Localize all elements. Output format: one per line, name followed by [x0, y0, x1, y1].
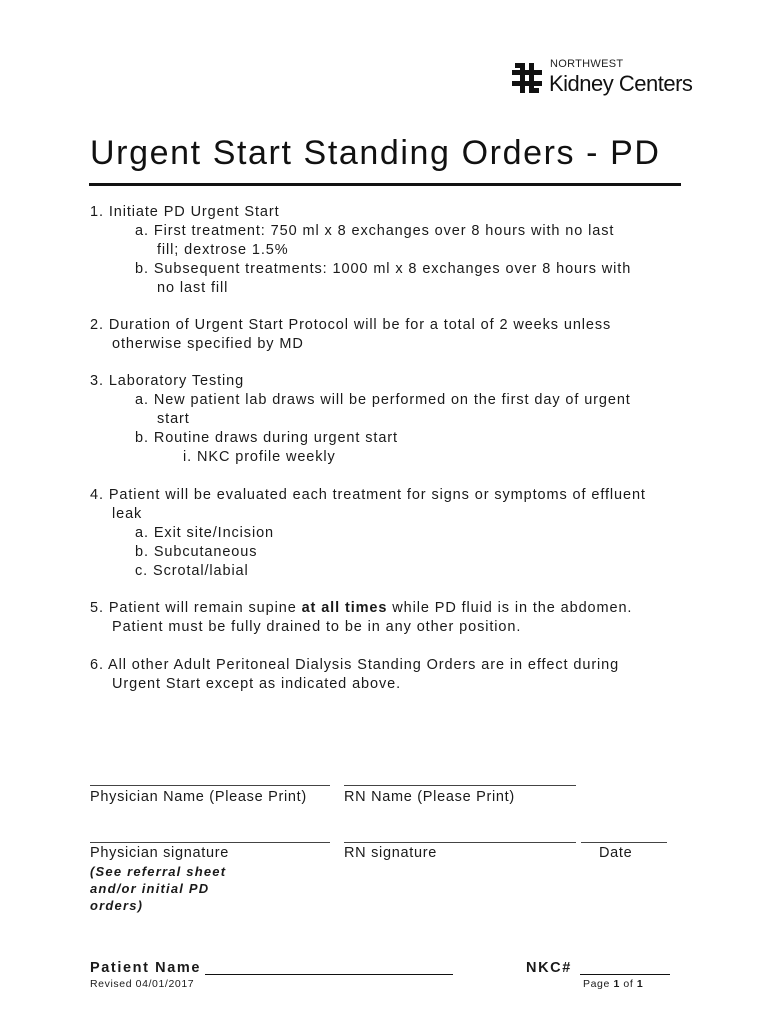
- rn-signature-label: RN signature: [344, 845, 438, 861]
- physician-signature-field[interactable]: [90, 842, 330, 843]
- order-subitem: a. Exit site/Incision: [135, 525, 275, 541]
- order-subitem: a. First treatment: 750 ml x 8 exchanges over 8 hours with no last: [135, 223, 615, 239]
- order-subsubitem: i. NKC profile weekly: [183, 449, 336, 465]
- order-item: 2. Duration of Urgent Start Protocol will be for a total of 2 weeks unless: [90, 317, 612, 333]
- revised-date: Revised 04/01/2017: [90, 978, 195, 990]
- order-item-cont: Patient must be fully drained to be in any other position.: [112, 619, 522, 635]
- order-subitem: b. Subcutaneous: [135, 544, 258, 560]
- referral-note: (See referral sheet and/or initial PD orders): [90, 864, 227, 913]
- nkc-logo: [510, 58, 700, 106]
- physician-signature-label: Physician signature: [90, 845, 230, 861]
- order-item-cont: Urgent Start except as indicated above.: [112, 676, 401, 692]
- order-subitem: c. Scrotal/labial: [135, 563, 249, 579]
- page-number: Page 1 of 1: [583, 978, 644, 990]
- order-subitem-cont: no last fill: [157, 280, 229, 296]
- logo-main-word: Kidney Centers: [549, 71, 693, 96]
- nkc-number-label: NKC#: [526, 960, 572, 976]
- order-subitem: b. Subsequent treatments: 1000 ml x 8 exchanges over 8 hours with: [135, 261, 632, 277]
- patient-name-field[interactable]: [205, 974, 453, 975]
- order-subitem-cont: fill; dextrose 1.5%: [157, 242, 289, 258]
- date-label: Date: [599, 845, 633, 861]
- page-title: Urgent Start Standing Orders - PD: [90, 134, 661, 172]
- order-item: 1. Initiate PD Urgent Start: [90, 204, 280, 220]
- physician-name-field[interactable]: [90, 785, 330, 786]
- nkc-number-field[interactable]: [580, 974, 670, 975]
- order-item: 6. All other Adult Peritoneal Dialysis Standing Orders are in effect during: [90, 657, 620, 673]
- patient-name-label: Patient Name: [90, 960, 202, 976]
- rn-signature-field[interactable]: [344, 842, 576, 843]
- nkc-logo-icon: [510, 61, 544, 95]
- order-item-cont: otherwise specified by MD: [112, 336, 304, 352]
- title-rule: [89, 183, 681, 186]
- emphasis-text: at all times: [301, 600, 388, 616]
- date-field[interactable]: [581, 842, 667, 843]
- order-subitem: b. Routine draws during urgent start: [135, 430, 398, 446]
- order-subitem: a. New patient lab draws will be performed on the first day of urgent: [135, 392, 631, 408]
- physician-name-label: Physician Name (Please Print): [90, 789, 307, 805]
- logo-top-word: NORTHWEST: [550, 58, 624, 70]
- order-item: 4. Patient will be evaluated each treatment for signs or symptoms of effluent: [90, 487, 646, 503]
- order-item: 5. Patient will remain supine at all times while PD fluid is in the abdomen.: [90, 600, 633, 616]
- rn-name-field[interactable]: [344, 785, 576, 786]
- order-item: 3. Laboratory Testing: [90, 373, 245, 389]
- order-item-cont: leak: [112, 506, 143, 522]
- order-subitem-cont: start: [157, 411, 190, 427]
- rn-name-label: RN Name (Please Print): [344, 789, 515, 805]
